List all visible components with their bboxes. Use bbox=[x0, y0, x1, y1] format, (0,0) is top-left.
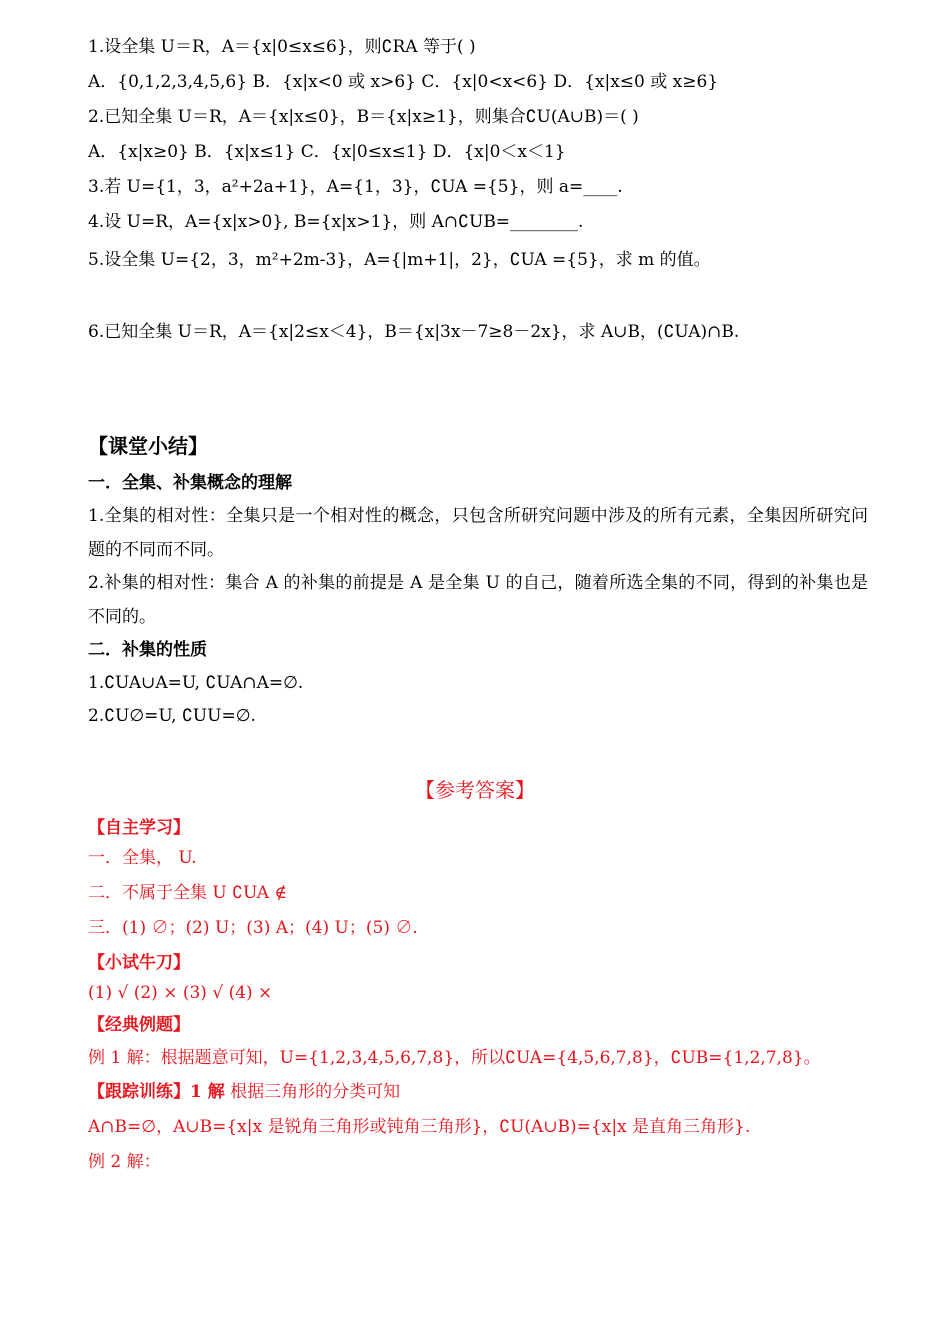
answers-title: 【参考答案】 bbox=[415, 778, 535, 802]
answers-example-1: 例 1 解：根据题意可知，U={1,2,3,4,5,6,7,8}，所以∁UA={4,5,6,7,8}，∁UB={1,2,7,8}。 bbox=[88, 1048, 821, 1068]
exercise-1: 1.设全集 U＝R，A＝{x|0≤x≤6}，则∁RA 等于( ) bbox=[88, 37, 476, 57]
summary-section-2-title: 二．补集的性质 bbox=[88, 640, 207, 660]
exercise-5: 5.设全集 U={2，3，m²+2m-3}，A={|m+1|，2}，∁UA ={5}，求 m 的值。 bbox=[88, 250, 711, 270]
exercise-2: 2.已知全集 U＝R，A＝{x|x≤0}，B＝{x|x≥1}，则集合∁U(A∪B)＝( ) bbox=[88, 107, 639, 127]
answers-follow-up bbox=[88, 1080, 400, 1104]
answers-self-study-title: 【自主学习】 bbox=[88, 818, 190, 838]
answers-example-2: 例 2 解： bbox=[88, 1152, 161, 1172]
answers-trial-title: 【小试牛刀】 bbox=[88, 953, 190, 973]
exercise-4: 4.设 U=R，A={x|x>0}, B={x|x>1}，则 A∩∁UB=________. bbox=[88, 212, 584, 232]
summary-title: 【课堂小结】 bbox=[88, 434, 208, 458]
answers-self-study-3: 三．(1) ∅；(2) U；(3) A；(4) U；(5) ∅. bbox=[88, 918, 418, 938]
exercise-1-options: A．{0,1,2,3,4,5,6} B．{x|x<0 或 x>6} C．{x|0<x<6} D．{x|x≤0 或 x≥6} bbox=[88, 72, 719, 92]
exercise-6: 6.已知全集 U＝R，A＝{x|2≤x＜4}，B＝{x|3x－7≥8－2x}，求 A∪B，(∁UA)∩B. bbox=[88, 322, 740, 342]
answers-follow-up-result: A∩B=∅，A∪B={x|x 是锐角三角形或钝角三角形}，∁U(A∪B)={x|x 是直角三角形}. bbox=[88, 1117, 751, 1137]
summary-point-1: 1.全集的相对性：全集只是一个相对性的概念，只包含所研究问题中涉及的所有元素，全集因所研究问题的不同而不同。 bbox=[88, 506, 868, 560]
answers-self-study-2: 二．不属于全集 U ∁UA ∉ bbox=[88, 883, 288, 903]
summary-section-1-title: 一．全集、补集概念的理解 bbox=[88, 473, 292, 493]
answers-trial: (1) √ (2) × (3) √ (4) × bbox=[88, 983, 273, 1003]
exercise-2-options: A．{x|x≥0} B．{x|x≤1} C．{x|0≤x≤1} D．{x|0＜x＜1} bbox=[88, 142, 566, 162]
answers-self-study-1: 一．全集， U. bbox=[88, 848, 197, 868]
summary-property-1: 1.∁UA∪A=U, ∁UA∩A=∅. bbox=[88, 673, 304, 693]
summary-point-2: 2.补集的相对性：集合 A 的补集的前提是 A 是全集 U 的自己，随着所选全集的不同，得到的补集也是不同的。 bbox=[88, 573, 868, 627]
answers-follow-up-text: 根据三角形的分类可知 bbox=[224, 1082, 401, 1102]
exercise-3: 3.若 U={1，3，a²+2a+1}，A={1，3}，∁UA ={5}，则 a=____. bbox=[88, 177, 623, 197]
summary-property-2: 2.∁U∅=U, ∁UU=∅. bbox=[88, 706, 256, 726]
answers-follow-up-title: 【跟踪训练】1 解 bbox=[88, 1082, 225, 1102]
answers-example-title: 【经典例题】 bbox=[88, 1015, 190, 1035]
